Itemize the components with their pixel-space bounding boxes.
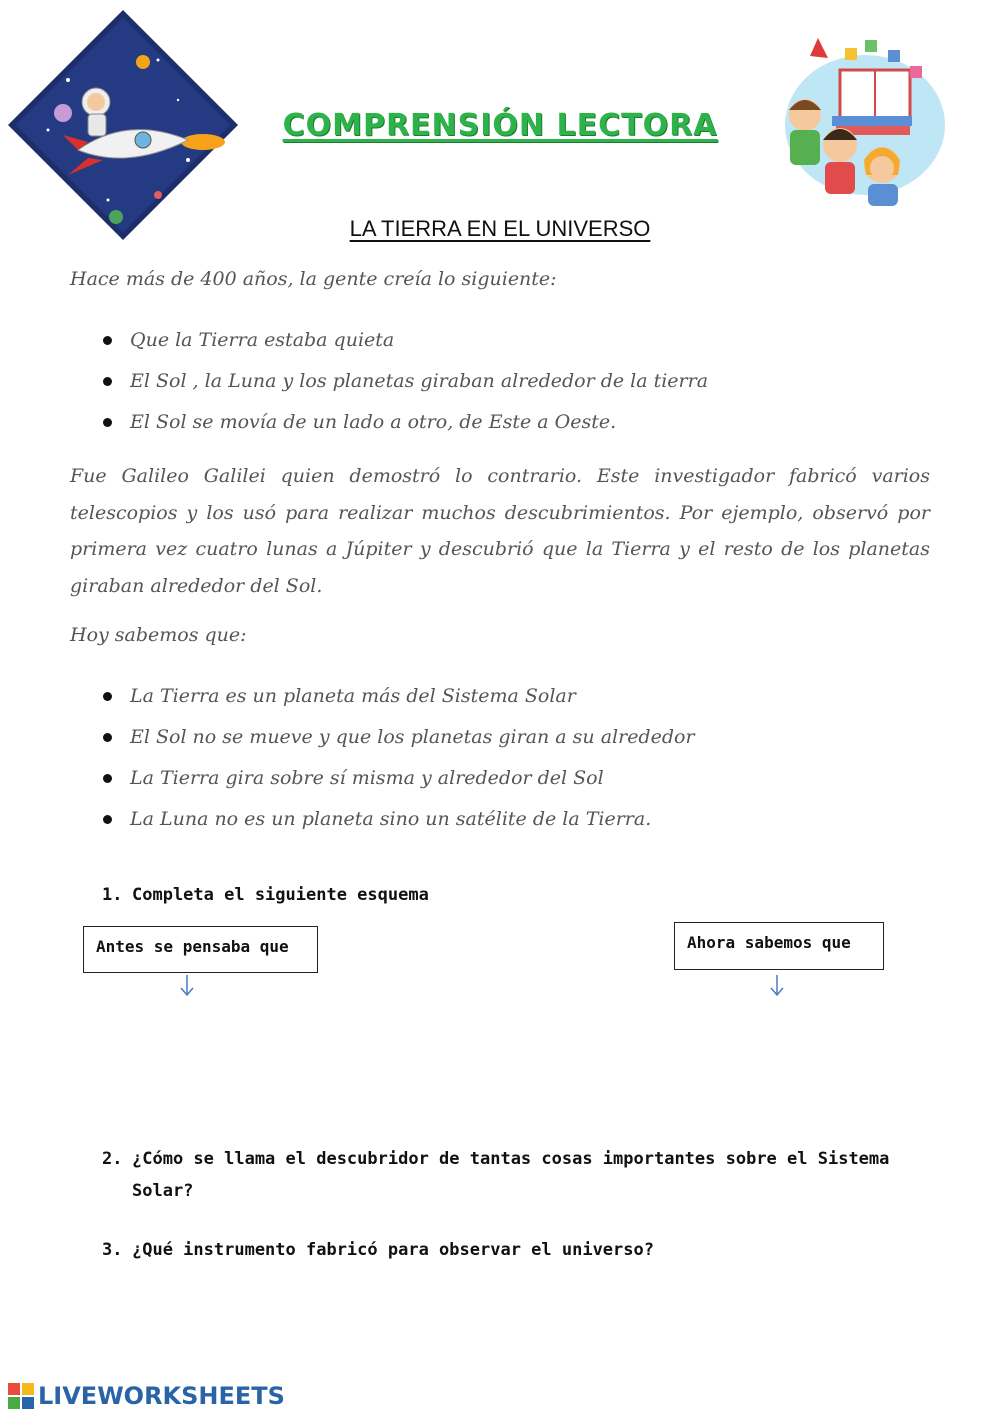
down-arrow-icon bbox=[179, 975, 195, 997]
list-item: El Sol no se mueve y que los planetas giran a su alrededor bbox=[100, 717, 900, 758]
reading-subtitle: LA TIERRA EN EL UNIVERSO bbox=[349, 216, 651, 241]
past-beliefs-list bbox=[100, 320, 900, 443]
list-item: La Tierra es un planeta más del Sistema Solar bbox=[100, 676, 900, 717]
list-item: El Sol se movía de un lado a otro, de Este a Oeste. bbox=[100, 402, 900, 443]
present-facts-list bbox=[100, 676, 900, 840]
question-3: 3. ¿Qué instrumento fabricó para observar el universo? bbox=[102, 1240, 654, 1260]
worksheet-title: COMPRENSIÓN LECTORA bbox=[282, 108, 718, 143]
liveworksheets-icon bbox=[8, 1383, 34, 1409]
before-box[interactable]: Antes se pensaba que bbox=[83, 926, 318, 973]
intro-text-present: Hoy sabemos que: bbox=[70, 624, 247, 646]
brand-name: LIVEWORKSHEETS bbox=[38, 1382, 285, 1410]
liveworksheets-logo bbox=[8, 1382, 285, 1410]
galileo-paragraph: Fue Galileo Galilei quien demostró lo contrario. Este investigador fabricó varios telescopios y los usó para realizar muchos descubrimientos. Por ejemplo, observó por primera vez cuatro lunas a Júpiter y descubrió que la Tierra y el resto de los planetas giraban alrededor del Sol. bbox=[70, 465, 930, 597]
kids-reading-illustration bbox=[770, 30, 950, 220]
now-box[interactable]: Ahora sabemos que bbox=[674, 922, 884, 970]
question-1: 1. Completa el siguiente esquema bbox=[102, 885, 429, 905]
intro-text-past: Hace más de 400 años, la gente creía lo siguiente: bbox=[70, 268, 557, 290]
list-item: La Tierra gira sobre sí misma y alrededor del Sol bbox=[100, 758, 900, 799]
question-2: 2. ¿Cómo se llama el descubridor de tantas cosas importantes sobre el Sistema Solar? bbox=[102, 1149, 890, 1201]
list-item: Que la Tierra estaba quieta bbox=[100, 320, 900, 361]
list-item: El Sol , la Luna y los planetas giraban alrededor de la tierra bbox=[100, 361, 900, 402]
down-arrow-icon bbox=[769, 975, 785, 997]
space-rocket-illustration bbox=[8, 10, 238, 240]
list-item: La Luna no es un planeta sino un satélite de la Tierra. bbox=[100, 799, 900, 840]
